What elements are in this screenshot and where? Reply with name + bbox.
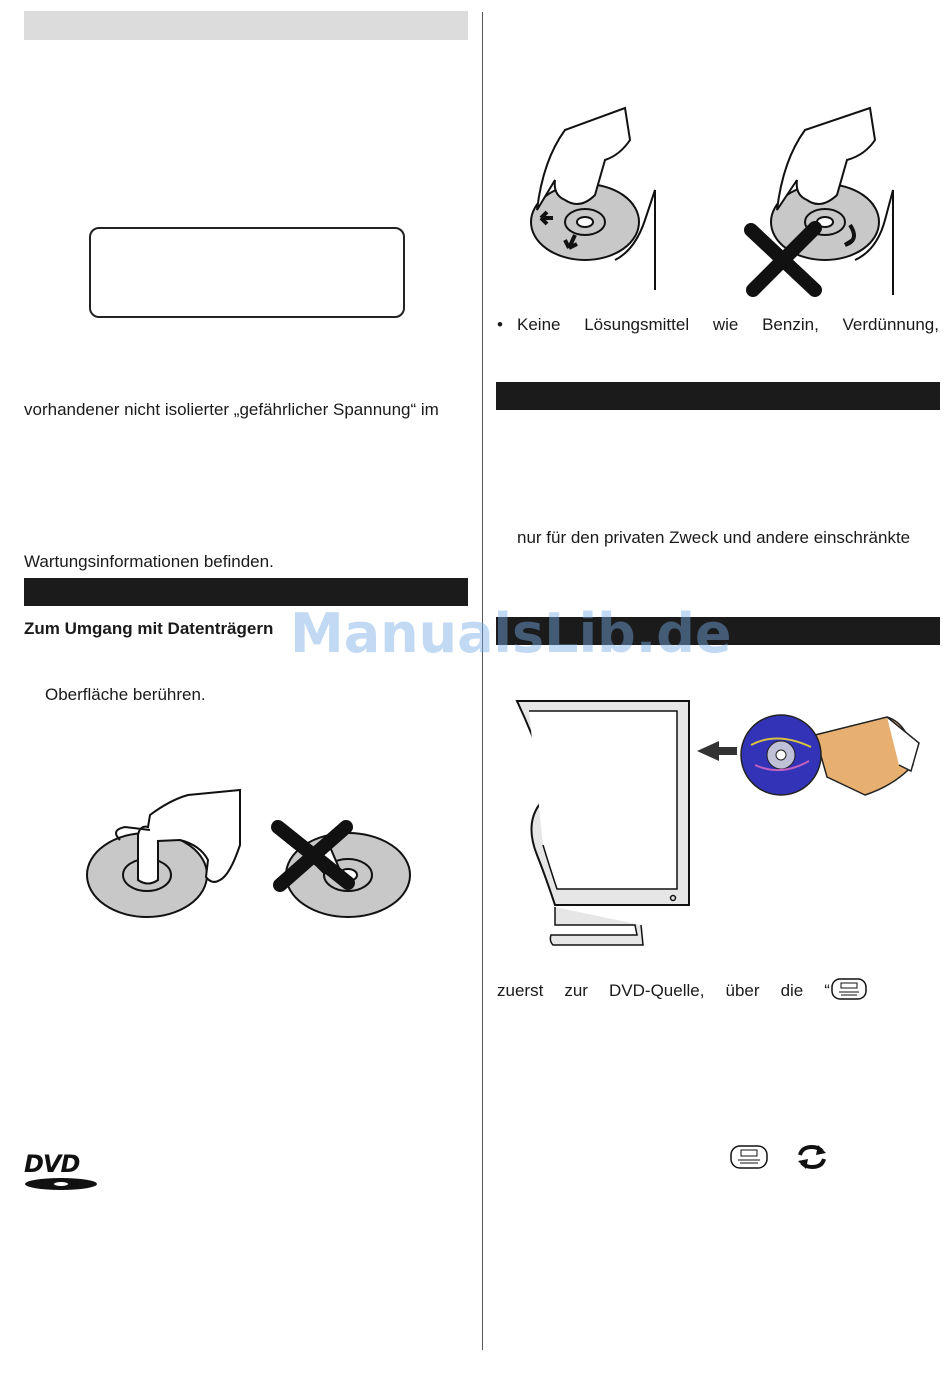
word: wie <box>712 315 739 334</box>
word: Lösungsmittel <box>584 315 690 334</box>
text-loesungsmittel <box>517 315 939 335</box>
word: Benzin, <box>762 315 819 334</box>
word: DVD-Quelle, <box>609 981 705 1000</box>
source-button-icon <box>831 978 867 1000</box>
text-oberflaeche: Oberfläche berühren. <box>45 685 206 704</box>
text-dvd-quelle <box>497 981 830 1001</box>
tv-side-view <box>517 701 689 945</box>
word: zur <box>564 981 588 1000</box>
watermark: ManualsLib.de <box>290 602 732 665</box>
dvd-logo <box>24 1151 102 1193</box>
word: Keine <box>517 315 561 334</box>
word: Verdünnung, <box>842 315 939 334</box>
disc-clean-correct <box>531 108 655 290</box>
heading-datentraeger: Zum Umgang mit Datenträgern <box>24 619 274 638</box>
insert-arrow <box>697 741 737 761</box>
section-header-bar-copyright <box>496 382 940 410</box>
bullet-dot: • <box>497 315 503 334</box>
disc-correct-hold <box>87 790 240 917</box>
swap-arrows-icon <box>796 1143 828 1171</box>
tv-disc-insert-illustration <box>515 695 925 950</box>
disc-cleaning-illustration <box>525 100 895 300</box>
disc-wrong-hold <box>278 827 410 917</box>
column-divider <box>482 12 483 1350</box>
dvd-disc-in-hand <box>741 715 919 795</box>
text-wartung: Wartungsinformationen befinden. <box>24 552 274 571</box>
dvd-logo-text: DVD <box>24 1150 80 1178</box>
word: die <box>780 981 804 1000</box>
disc-clean-wrong <box>751 108 893 295</box>
warning-box <box>89 227 405 318</box>
word: “ <box>824 981 830 1000</box>
text-spannung: vorhandener nicht isolierter „gefährlicher Spannung“ im <box>24 400 439 419</box>
text-privat: nur für den privaten Zweck und andere einschränkte <box>517 528 911 547</box>
word: über <box>725 981 760 1000</box>
section-header-bar-top <box>24 11 468 40</box>
word: zuerst <box>497 981 544 1000</box>
disc-handling-illustration <box>80 785 420 925</box>
source-button-icon <box>730 1145 768 1169</box>
